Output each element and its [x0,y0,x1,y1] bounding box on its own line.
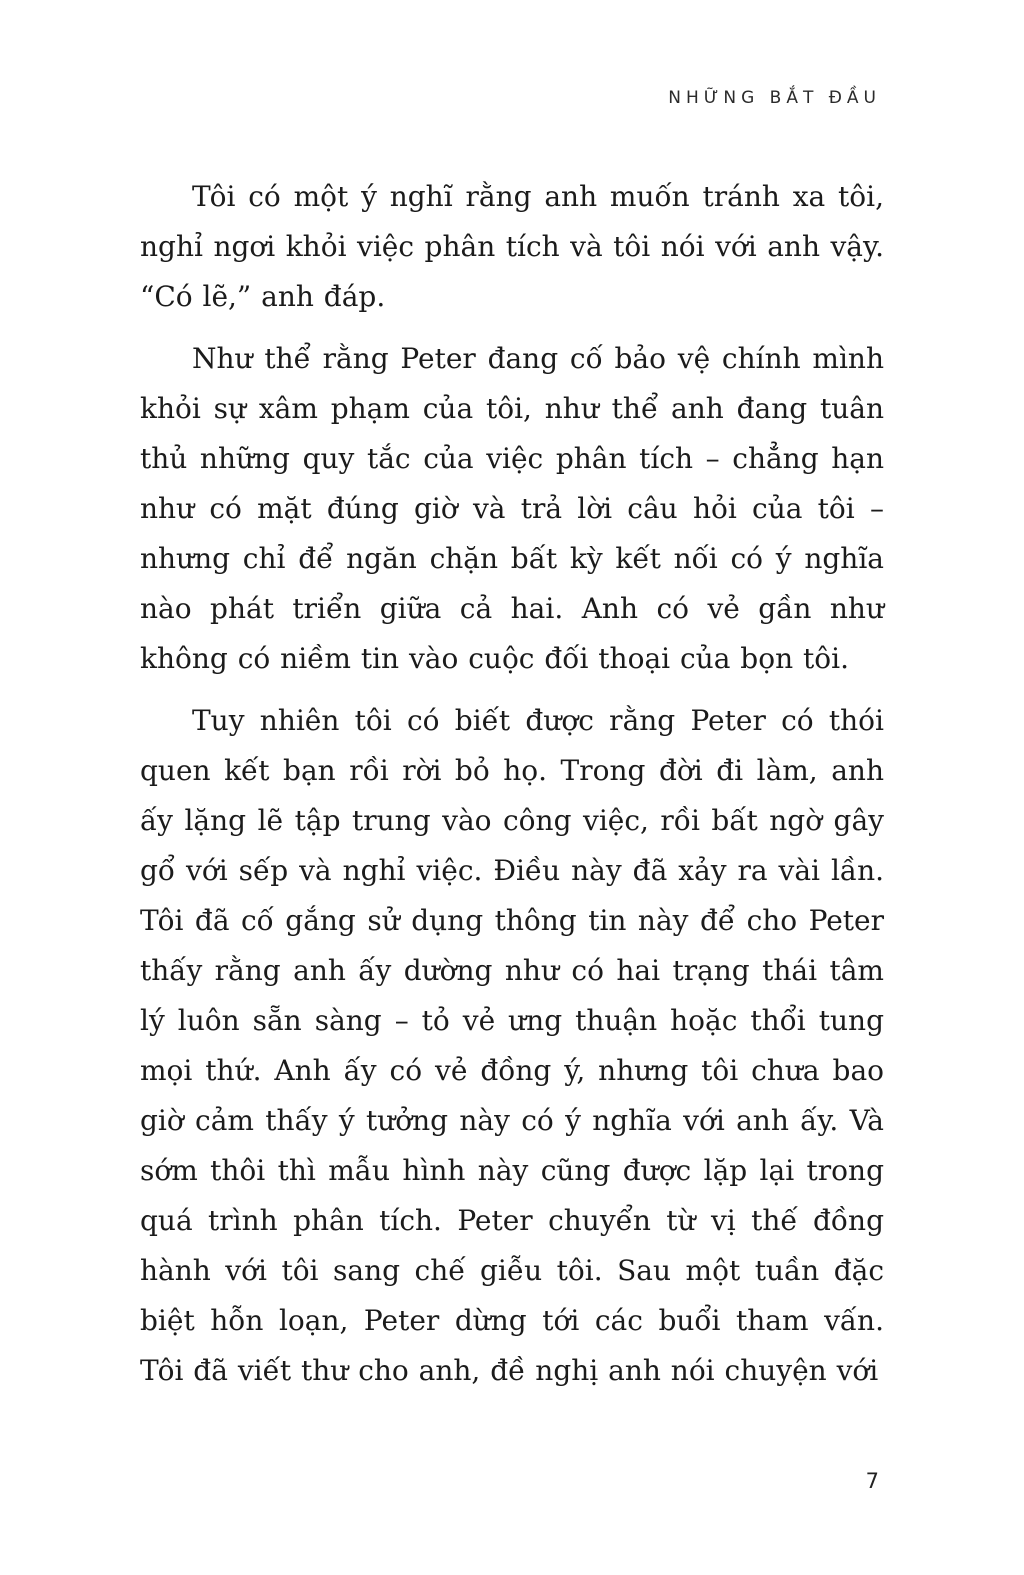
paragraph-3: Tuy nhiên tôi có biết được rằng Peter có thói quen kết bạn rồi rời bỏ họ. Trong đời đi làm, anh ấy lặng lẽ tập trung vào công việc, rồi bất ngờ gây gổ với sếp và nghỉ việc. Điều này đã xảy ra vài lần. Tôi đã cố gắng sử dụng thông tin này để cho Peter thấy rằng anh ấy dường như có hai trạng thái tâm lý luôn sẵn sàng – tỏ vẻ ưng thuận hoặc thổi tung mọi thứ. Anh ấy có vẻ đồng ý, nhưng tôi chưa bao giờ cảm thấy ý tưởng này có ý nghĩa với anh ấy. Và sớm thôi thì mẫu hình này cũng được lặp lại trong quá trình phân tích. Peter chuyển từ vị thế đồng hành với tôi sang chế giễu tôi. Sau một tuần đặc biệt hỗn loạn, Peter dừng tới các buổi tham vấn. Tôi đã viết thư cho anh, đề nghị anh nói chuyện với [140,704,884,1387]
running-head: NHỮNG BẮT ĐẦU [668,88,881,108]
paragraph-2: Như thể rằng Peter đang cố bảo vệ chính mình khỏi sự xâm phạm của tôi, như thể anh đang tuân thủ những quy tắc của việc phân tích – chẳng hạn như có mặt đúng giờ và trả lời câu hỏi của tôi – nhưng chỉ để ngăn chặn bất kỳ kết nối có ý nghĩa nào phát triển giữa cả hai. Anh có vẻ gần như không có niềm tin vào cuộc đối thoại của bọn tôi. [140,342,884,675]
paragraph-1: Tôi có một ý nghĩ rằng anh muốn tránh xa tôi, nghỉ ngơi khỏi việc phân tích và tôi nói với anh vậy. “Có lẽ,” anh đáp. [140,180,884,313]
page-number: 7 [865,1469,879,1493]
body-text [140,172,884,1408]
